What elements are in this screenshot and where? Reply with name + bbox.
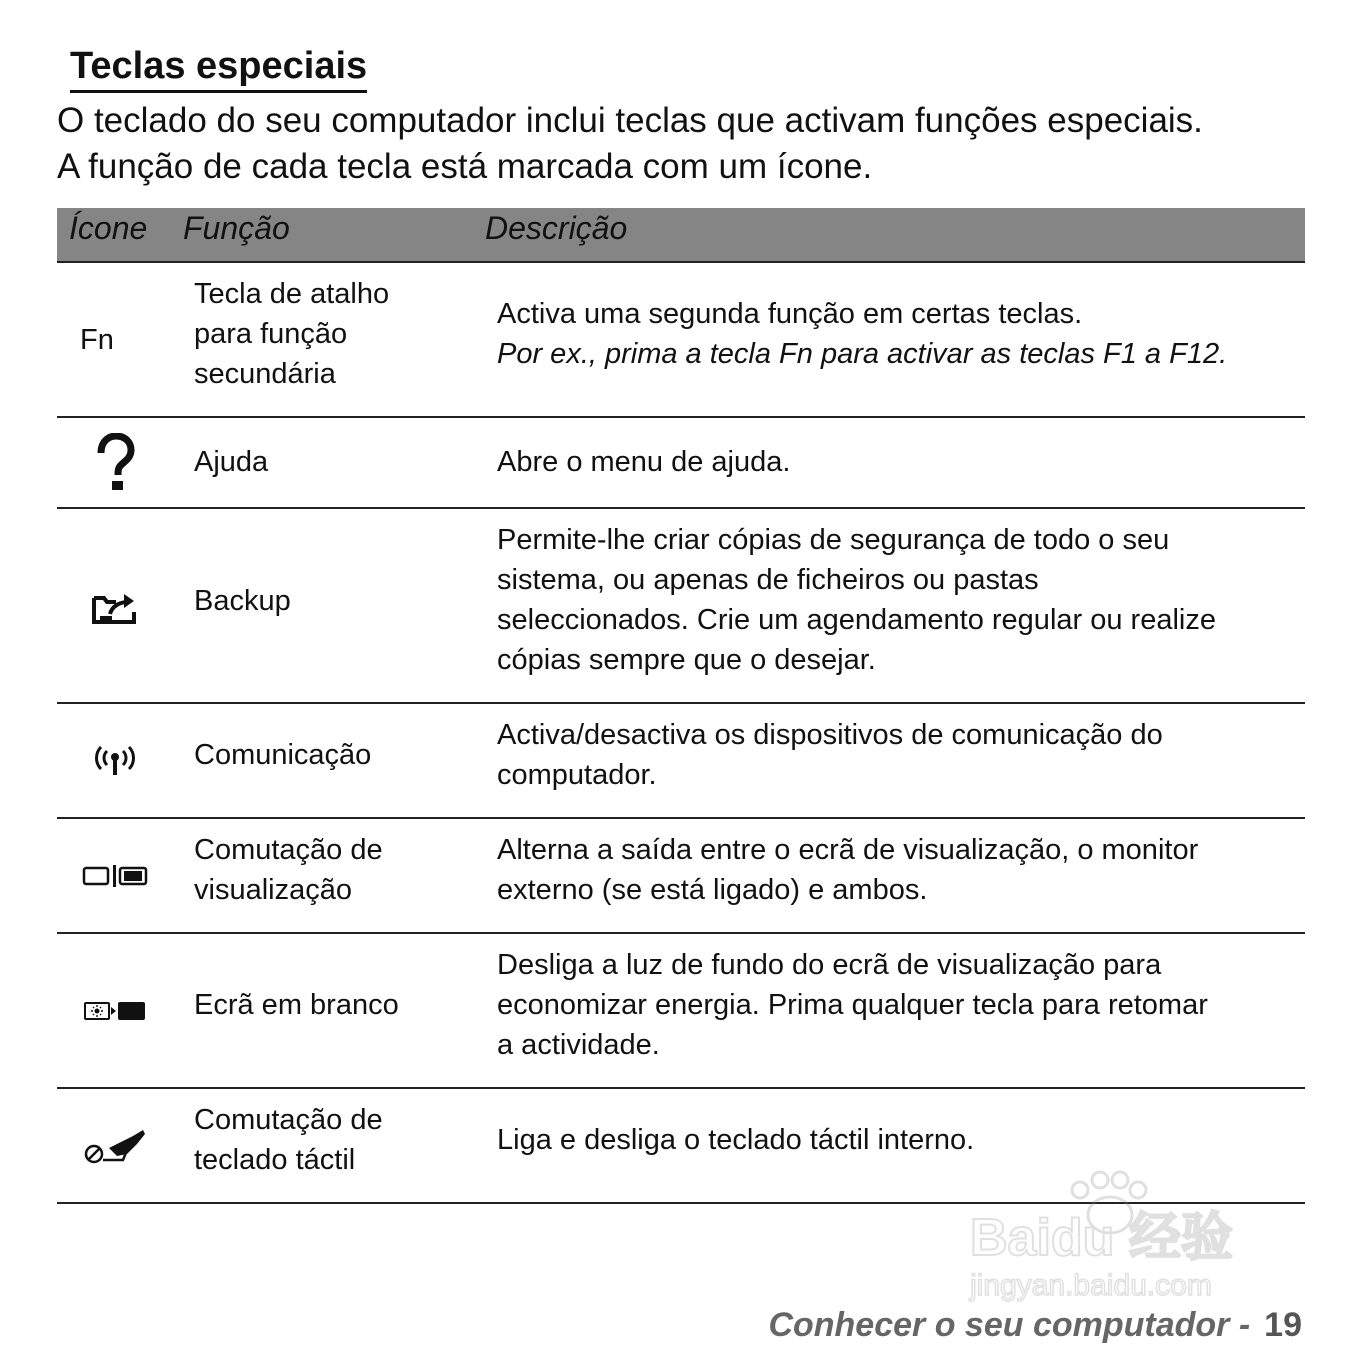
row-function: Backup bbox=[194, 585, 291, 617]
page-title: Teclas especiais bbox=[70, 44, 367, 93]
footer-text: Conhecer o seu computador - bbox=[768, 1306, 1251, 1344]
fn-key-icon: Fn bbox=[80, 323, 114, 356]
row-description: Permite-lhe criar cópias de segurança de todo o seu sistema, ou apenas de ficheiros ou pastas seleccionados. Crie um agendamento regular ou realize cópias sempre que o desejar. bbox=[497, 524, 1216, 676]
row-function: Comutação de teclado táctil bbox=[194, 1104, 383, 1176]
row-description: Activa uma segunda função em certas teclas. Por ex., prima a tecla Fn para activar as teclas F1 a F12. bbox=[497, 298, 1228, 370]
row-function: Ajuda bbox=[194, 446, 269, 478]
row-description: Liga e desliga o teclado táctil interno. bbox=[497, 1124, 975, 1156]
table-row bbox=[57, 934, 1305, 1089]
row-description: Activa/desactiva os dispositivos de comunicação do computador. bbox=[497, 719, 1163, 791]
backup-icon bbox=[57, 509, 172, 702]
row-description: Abre o menu de ajuda. bbox=[497, 446, 791, 478]
row-function: Tecla de atalho para função secundária bbox=[194, 278, 390, 390]
touchpad-toggle-icon bbox=[57, 1089, 172, 1202]
special-keys-table bbox=[57, 208, 1305, 1204]
table-row bbox=[57, 509, 1305, 704]
page-footer bbox=[768, 1305, 1302, 1345]
header-description: Descrição bbox=[485, 210, 628, 246]
table-row bbox=[57, 819, 1305, 934]
intro-paragraph bbox=[57, 98, 1317, 190]
table-row bbox=[57, 418, 1305, 509]
row-function: Comutação de visualização bbox=[194, 834, 383, 906]
row-description: Desliga a luz de fundo do ecrã de visualização para economizar energia. Prima qualquer tecla para retomar a actividade. bbox=[497, 949, 1208, 1061]
table-header bbox=[57, 208, 1305, 263]
header-function: Função bbox=[183, 210, 290, 246]
row-description: Alterna a saída entre o ecrã de visualização, o monitor externo (se está ligado) e ambos. bbox=[497, 834, 1199, 906]
intro-line: O teclado do seu computador inclui teclas que activam funções especiais. bbox=[57, 101, 1203, 140]
table-row bbox=[57, 704, 1305, 819]
wireless-icon bbox=[57, 704, 172, 817]
row-function: Comunicação bbox=[194, 739, 372, 771]
table-row bbox=[57, 263, 1305, 418]
intro-line: A função de cada tecla está marcada com um ícone. bbox=[57, 147, 873, 186]
watermark-url: jingyan.baidu.com bbox=[970, 1269, 1212, 1302]
header-icon: Ícone bbox=[69, 210, 148, 246]
help-icon bbox=[57, 418, 172, 507]
row-function: Ecrã em branco bbox=[194, 989, 399, 1021]
screen-blank-icon bbox=[57, 934, 172, 1087]
page-number: 19 bbox=[1264, 1306, 1302, 1344]
baidu-watermark bbox=[960, 1155, 1280, 1305]
watermark-brand: Baidu 经验 bbox=[970, 1209, 1233, 1267]
display-toggle-icon bbox=[57, 819, 172, 932]
